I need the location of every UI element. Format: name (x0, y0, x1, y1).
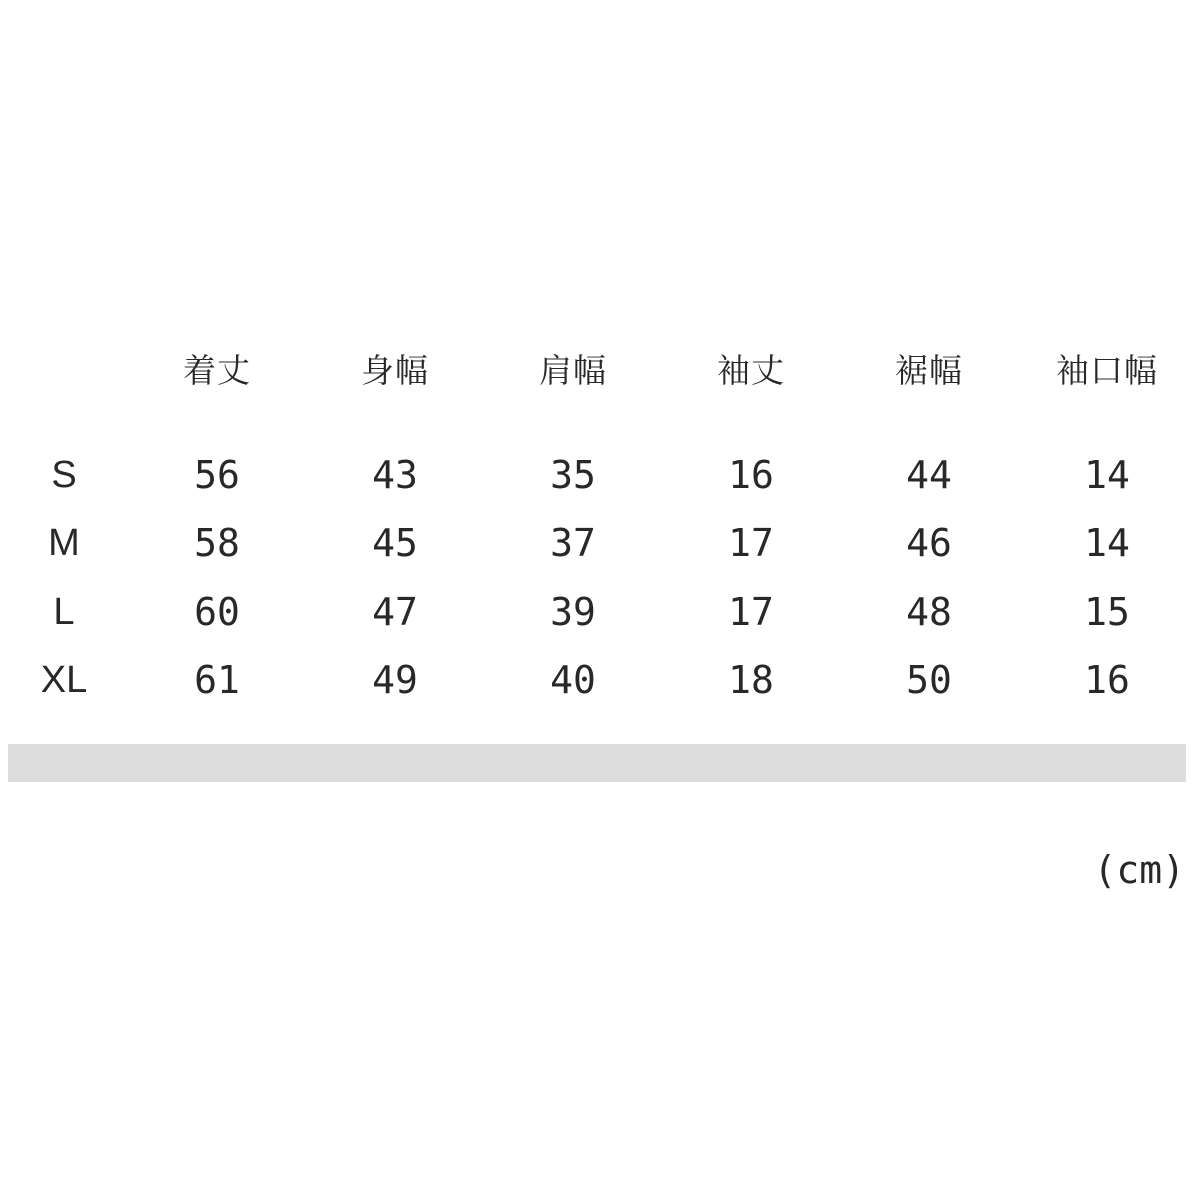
measurement-value: 58 (194, 521, 240, 565)
measurement-value: 48 (906, 590, 952, 634)
column-header-sleeve-length: 袖丈 (717, 350, 785, 390)
measurement-value: 17 (728, 521, 774, 565)
measurement-value: 15 (1084, 590, 1130, 634)
table-row-size-xl (0, 655, 1196, 705)
measurement-value: 60 (194, 590, 240, 634)
measurement-value: 45 (372, 521, 418, 565)
table-header-row (0, 343, 1196, 393)
table-row-size-m (0, 518, 1196, 568)
measurement-value: 18 (728, 658, 774, 702)
measurement-value: 17 (728, 590, 774, 634)
unit-note: (cm) (1093, 848, 1185, 892)
column-header-body-length: 着丈 (183, 350, 251, 390)
size-label: M (48, 521, 80, 564)
measurement-value: 44 (906, 453, 952, 497)
measurement-value: 16 (1084, 658, 1130, 702)
measurement-value: 43 (372, 453, 418, 497)
size-label: XL (40, 658, 88, 701)
measurement-value: 56 (194, 453, 240, 497)
measurement-value: 14 (1084, 521, 1130, 565)
measurement-value: 50 (906, 658, 952, 702)
table-row-size-s (0, 450, 1196, 500)
measurement-value: 47 (372, 590, 418, 634)
divider-bar (8, 744, 1186, 782)
measurement-value: 16 (728, 453, 774, 497)
measurement-value: 46 (906, 521, 952, 565)
column-header-cuff-width: 袖口幅 (1056, 350, 1158, 390)
measurement-value: 37 (550, 521, 596, 565)
column-header-hem-width: 裾幅 (895, 350, 963, 390)
measurement-value: 40 (550, 658, 596, 702)
measurement-value: 49 (372, 658, 418, 702)
column-header-body-width: 身幅 (361, 350, 429, 390)
measurement-value: 61 (194, 658, 240, 702)
size-label: S (51, 453, 77, 496)
table-row-size-l (0, 587, 1196, 637)
size-label: L (53, 590, 75, 633)
measurement-value: 35 (550, 453, 596, 497)
column-header-shoulder-width: 肩幅 (539, 350, 607, 390)
measurement-value: 39 (550, 590, 596, 634)
measurement-value: 14 (1084, 453, 1130, 497)
